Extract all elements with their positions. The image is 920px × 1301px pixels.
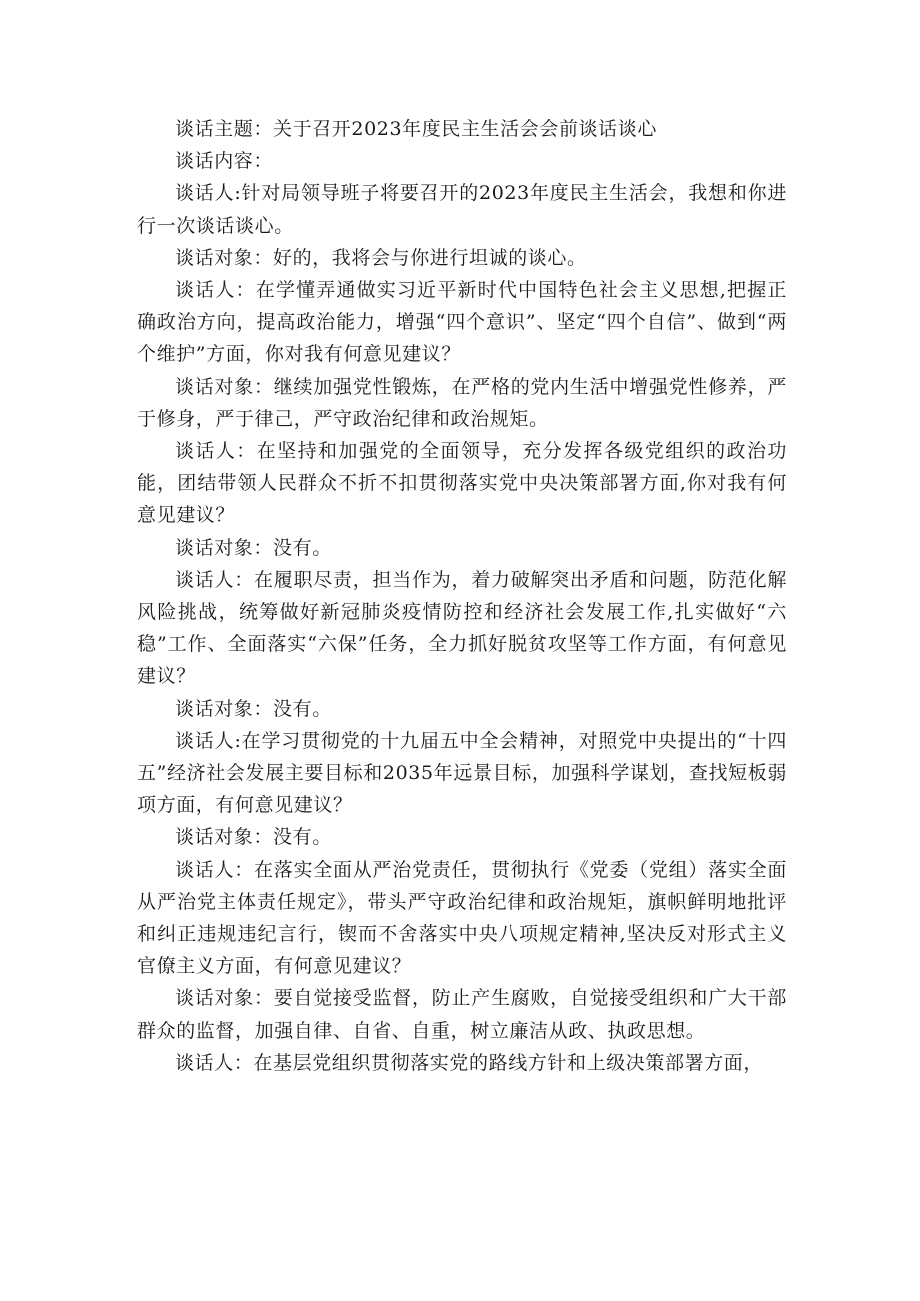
dialogue-paragraph: 谈话对象：继续加强党性锻炼，在严格的党内生活中增强党性修养，严于修身，严于律己，严守政治纪律和政治规矩。 (137, 375, 787, 430)
topic-line: 谈话主题：关于召开2023年度民主生活会会前谈话谈心 (175, 118, 657, 140)
dialogue-paragraph: 谈话对象：没有。 (175, 697, 332, 720)
dialogue-paragraph: 谈话人:针对局领导班子将要召开的2023年度民主生活会，我想和你进行一次谈话谈心。 (137, 182, 787, 237)
dialogue-paragraph: 谈话人：在落实全面从严治党责任，贯彻执行《党委（党组）落实全面从严治党主体责任规定》，带头严守政治纪律和政治规矩，旗帜鲜明地批评和纠正违规违纪言行，锲而不舍落实中央八项规定精神,坚决反对形式主义官僚主义方面，有何意见建议？ (137, 858, 787, 978)
dialogue-paragraph: 谈话人：在基层党组织贯彻落实党的路线方针和上级决策部署方面， (175, 1051, 764, 1074)
document-body (137, 113, 787, 1079)
dialogue-paragraph: 谈话对象：要自觉接受监督，防止产生腐败，自觉接受组织和广大干部群众的监督，加强自律、自省、自重，树立廉洁从政、执政思想。 (137, 987, 787, 1042)
dialogue-paragraph: 谈话对象：没有。 (175, 826, 332, 849)
dialogue-paragraph: 谈话对象：好的，我将会与你进行坦诚的谈心。 (175, 246, 587, 269)
dialogue-paragraph: 谈话对象：没有。 (175, 536, 332, 559)
dialogue-paragraph: 谈话人：在坚持和加强党的全面领导，充分发挥各级党组织的政治功能，团结带领人民群众不折不扣贯彻落实党中央决策部署方面,你对我有何意见建议？ (137, 440, 787, 527)
dialogue-paragraph: 谈话人:在学习贯彻党的十九届五中全会精神，对照党中央提出的“十四五”经济社会发展主要目标和2035年远景目标，加强科学谋划，查找短板弱项方面，有何意见建议？ (137, 729, 787, 817)
dialogue-paragraph: 谈话人：在学懂弄通做实习近平新时代中国特色社会主义思想,把握正确政治方向，提高政治能力，增强“四个意识”、坚定“四个自信”、做到“两个维护”方面，你对我有何意见建议？ (137, 279, 787, 366)
content-heading: 谈话内容： (175, 150, 274, 173)
dialogue-paragraph: 谈话人：在履职尽责，担当作为，着力破解突出矛盾和问题，防范化解风险挑战，统筹做好新冠肺炎疫情防控和经济社会发展工作,扎实做好“六稳”工作、全面落实“六保”任务，全力抓好脱贫攻坚等工作方面，有何意见建议？ (137, 568, 787, 688)
